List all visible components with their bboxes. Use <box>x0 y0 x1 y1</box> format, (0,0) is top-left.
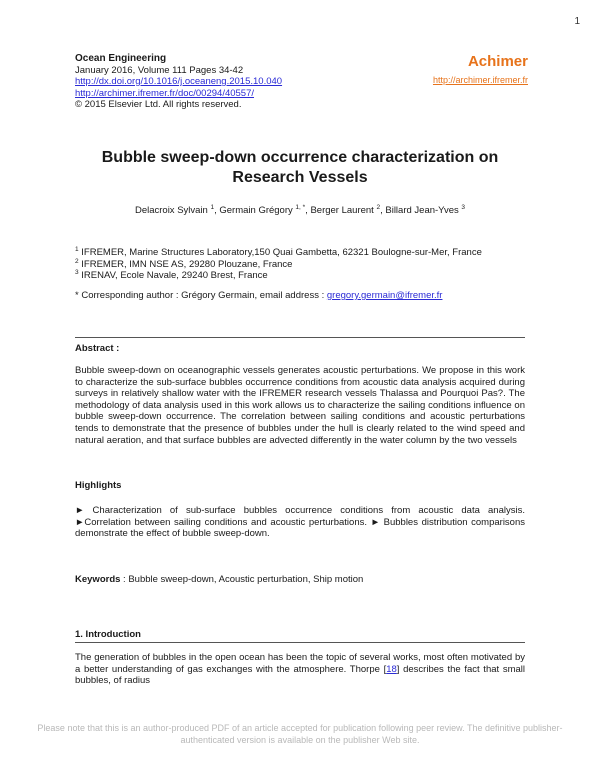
reference-link[interactable]: 18 <box>386 663 397 675</box>
author-affil-mark: 3 <box>461 203 466 211</box>
author-name: Billard Jean-Yves <box>385 205 459 216</box>
introduction-heading: 1. Introduction <box>75 629 141 640</box>
journal-name: Ocean Engineering <box>75 53 167 64</box>
citation-header <box>75 53 282 111</box>
achimer-brand <box>433 54 528 88</box>
keywords-label: Keywords <box>75 574 121 585</box>
affiliation-item: $^2$ IFREMER, IMN NSE AS, 29280 Plouzane, France <box>75 257 293 270</box>
author-affil-mark: 1 <box>210 203 215 211</box>
copyright-notice: © 2015 Elsevier Ltd. All rights reserved. <box>75 99 242 110</box>
corresponding-author <box>75 290 442 301</box>
author-affil-mark: 2 <box>376 203 381 211</box>
achimer-url-link[interactable]: http://archimer.ifremer.fr <box>432 75 528 85</box>
title-line-1: Bubble sweep-down occurrence characterization on <box>101 149 499 166</box>
achimer-logo-text: Achimer <box>467 53 528 70</box>
abstract-heading: Abstract : <box>75 343 120 354</box>
abstract-text: Bubble sweep-down on oceanographic vessels generates acoustic perturbations. We propose in this work to characterize the sub-surface bubbles occurrence conditions from acoustic data analysis acquired during surveys in relatively shallow water with the IFREMER research vessels Thalassa and Pourquoi Pas?. The methodology of data analysis used in this work allows us to characterize the sailing conditions influence on bubble sweep-down occurrence. The correlation between sailing conditions and acoustic perturbations tends to demonstrate that the presence of bubbles under the hull is clearly related to the wind speed and natural aeration, and that surface bubbles are advected differently in the water column by the two vessels <box>75 365 525 446</box>
author-list: Delacroix Sylvain $^1$, Germain Grégory $^{1, *}$, Berger Laurent $^2$, Billard Jean-Yves $^3$ <box>134 203 466 216</box>
author-name: Delacroix Sylvain <box>134 205 208 216</box>
highlights-heading: Highlights <box>75 480 122 491</box>
introduction-text: The generation of bubbles in the open ocean has been the topic of several works, most often motivated by a better understanding of gas exchanges with the atmosphere. Thorpe [18] describes the fact that small bubbles, of radius <box>75 652 526 687</box>
keywords-text: : Bubble sweep-down, Acoustic perturbation, Ship motion <box>120 574 364 585</box>
affiliation-item: $^1$ IFREMER, Marine Structures Laboratory,150 Quai Gambetta, 62321 Boulogne-sur-Mer, France <box>75 245 482 258</box>
author-name: Berger Laurent <box>310 205 374 216</box>
footer-disclaimer: Please note that this is an author-produced PDF of an article accepted for publication following peer review. The definitive publisher-authenticated version is available on the publisher Web site. <box>37 723 563 745</box>
journal-issue: January 2016, Volume 111 Pages 34-42 <box>75 64 244 76</box>
title-line-2: Research Vessels <box>232 169 368 186</box>
author-affil-mark: 1, * <box>295 203 306 211</box>
paper-title <box>75 148 525 188</box>
section-divider <box>75 337 525 338</box>
affiliation-item: $^3$ IRENAV, Ecole Navale, 29240 Brest, France <box>75 268 268 281</box>
highlights-text: ► Characterization of sub-surface bubbles occurrence conditions from acoustic data analysis. ►Correlation between sailing conditions and acoustic perturbations. ► Bubbles distribution comparisons demonstrate the effect of bubble sweep-down. <box>75 505 525 540</box>
corresponding-author-label: * Corresponding author : Grégory Germain, email address : <box>75 290 327 301</box>
doi-link[interactable]: http://dx.doi.org/10.1016/j.oceaneng.2015.10.040 <box>75 76 283 87</box>
section-divider <box>75 642 525 643</box>
email-link[interactable]: gregory.germain@ifremer.fr <box>326 290 443 301</box>
author-name: Germain Grégory <box>219 205 293 216</box>
archimer-doc-link[interactable]: http://archimer.ifremer.fr/doc/00294/40557/ <box>75 87 255 99</box>
affiliation-list <box>75 247 482 282</box>
page-number: 1 <box>574 16 580 27</box>
keywords-line <box>75 574 525 586</box>
